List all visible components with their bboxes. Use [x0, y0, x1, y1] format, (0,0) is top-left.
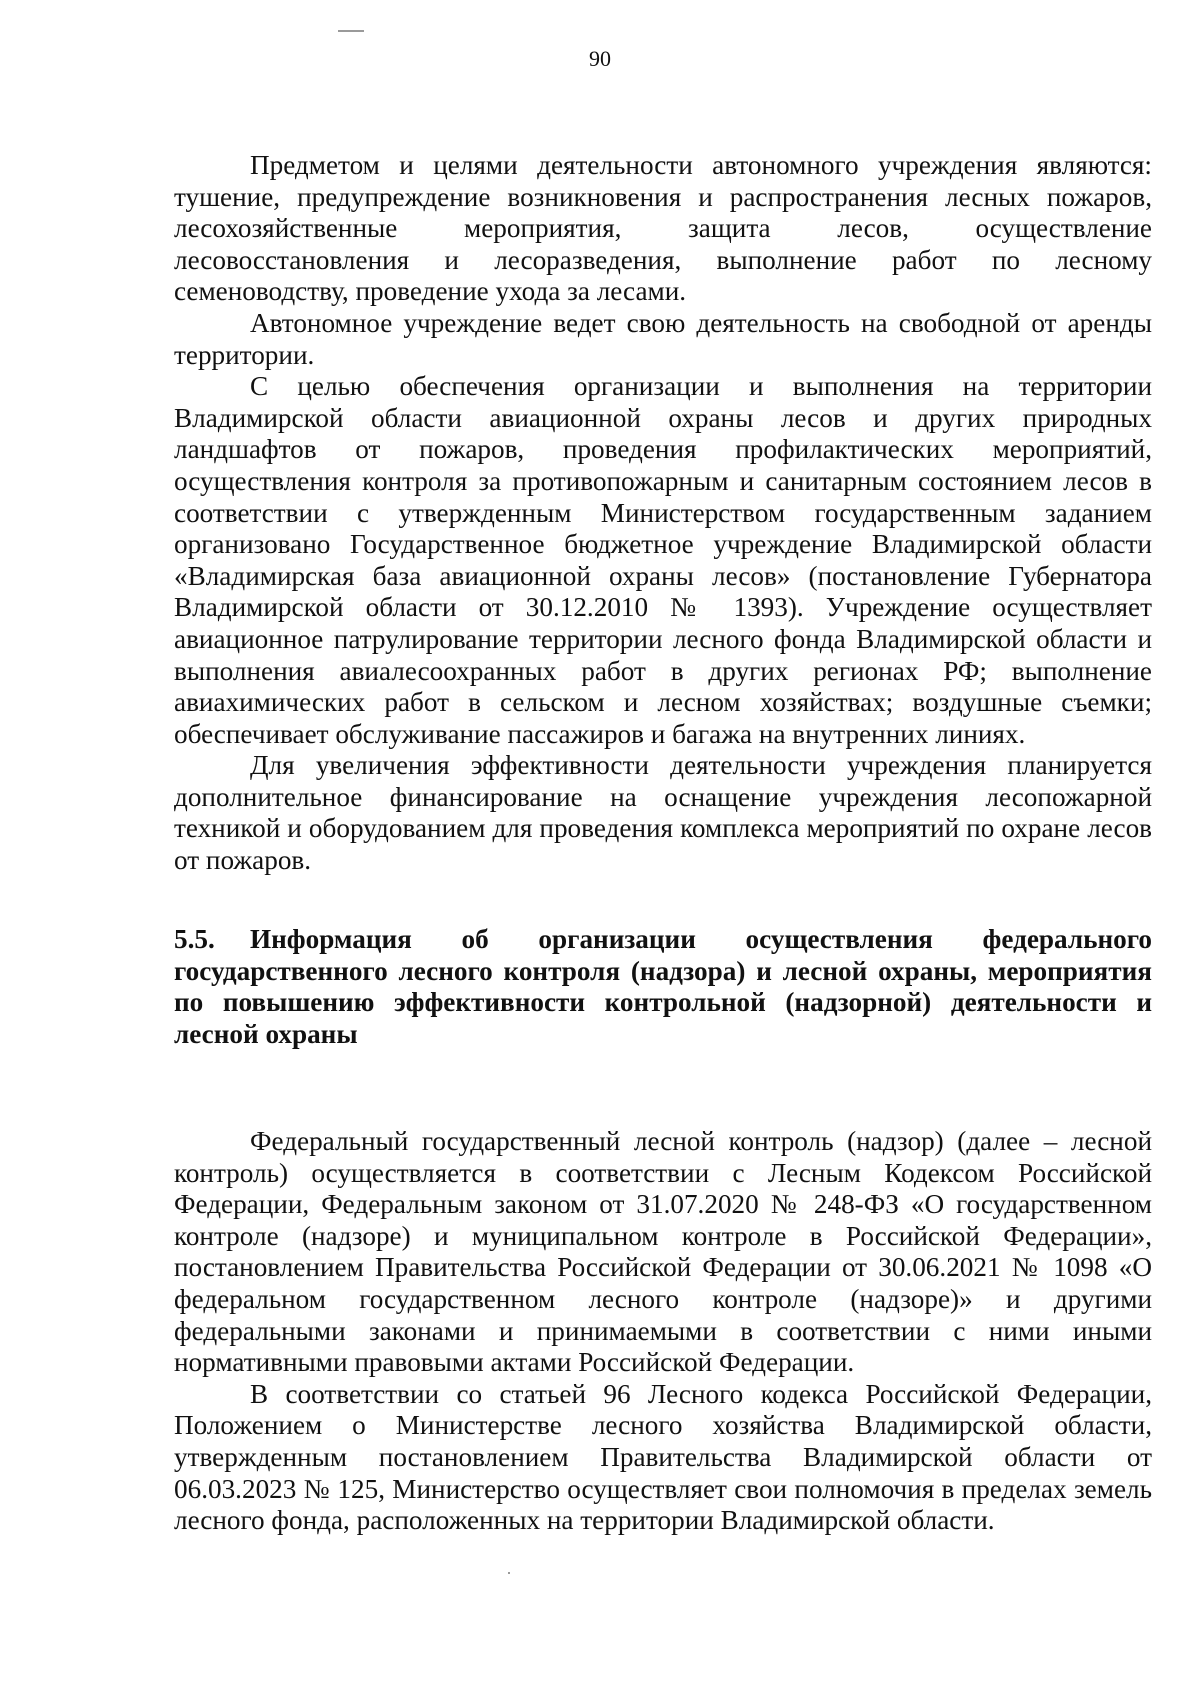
- paragraph-funding: Для увеличения эффективности деятельности учреждения планируется дополнительное финансирование на оснащение учреждения лесопожарной техникой и оборудованием для проведения комплекса мероприятий по охране лесов от пожаров.: [174, 750, 1152, 876]
- paragraph-activity-territory: Автономное учреждение ведет свою деятельность на свободной от аренды территории.: [174, 307, 1152, 370]
- paragraph-aviation-base: С целью обеспечения организации и выполнения на территории Владимирской области авиационной охраны лесов и других природных ландшафтов от пожаров, проведения профилактических мероприятий, осуществления контроля за противопожарным и санитарным состоянием лесов в соответствии с утвержденным Министерством государственным заданием организовано Государственное бюджетное учреждение Владимирской области «Владимирская база авиационной охраны лесов» (постановление Губернатора Владимирской области от 30.12.2010 № 1393). Учреждение осуществляет авиационное патрулирование территории лесного фонда Владимирской области и выполнения авиалесоохранных работ в других регионах РФ; выполнение авиахимических работ в сельском и лесном хозяйствах; воздушные съемки; обеспечивает обслуживание пассажиров и багажа на внутренних линиях.: [174, 371, 1152, 749]
- paragraph-ministry-powers: В соответствии со статьей 96 Лесного кодекса Российской Федерации, Положением о Министерстве лесного хозяйства Владимирской области, утвержденным постановлением Правительства Владимирской области от 06.03.2023 № 125, Министерство осуществляет свои полномочия в пределах земель лесного фонда, расположенных на территории Владимирской области.: [174, 1378, 1152, 1536]
- scan-speck: [338, 30, 364, 32]
- top-text-block: [174, 150, 1152, 877]
- paragraph-activity-goals: Предметом и целями деятельности автономного учреждения являются: тушение, предупреждение возникновения и распространения лесных пожаров, лесохозяйственные мероприятия, защита лесов, осуществление лесовосстановления и лесоразведения, выполнение работ по лесному семеноводству, проведение ухода за лесами.: [174, 150, 1152, 307]
- bottom-text-block: [174, 1126, 1152, 1537]
- paragraph-forest-control: Федеральный государственный лесной контроль (надзор) (далее – лесной контроль) осуществляется в соответствии с Лесным Кодексом Российской Федерации, Федеральным законом от 31.07.2020 № 248-ФЗ «О государственном контроле (надзоре) и муниципальном контроле в Российской Федерации», постановлением Правительства Российской Федерации от 30.06.2021 № 1098 «О федеральном государственном лесного контроле (надзоре)» и другими федеральными законами и принимаемыми в соответствии с ними иными нормативными правовыми актами Российской Федерации.: [174, 1126, 1152, 1378]
- section-title: Информация об организации осуществления федерального государственного лесного контроля (надзора) и лесной охраны, мероприятия по повышению эффективности контрольной (надзорной) деятельности и лесной охраны: [174, 924, 1152, 1049]
- section-number: 5.5.: [174, 924, 215, 954]
- page-number: 90: [589, 46, 611, 71]
- scan-speck: [508, 1572, 510, 1574]
- section-heading: [174, 924, 1152, 1050]
